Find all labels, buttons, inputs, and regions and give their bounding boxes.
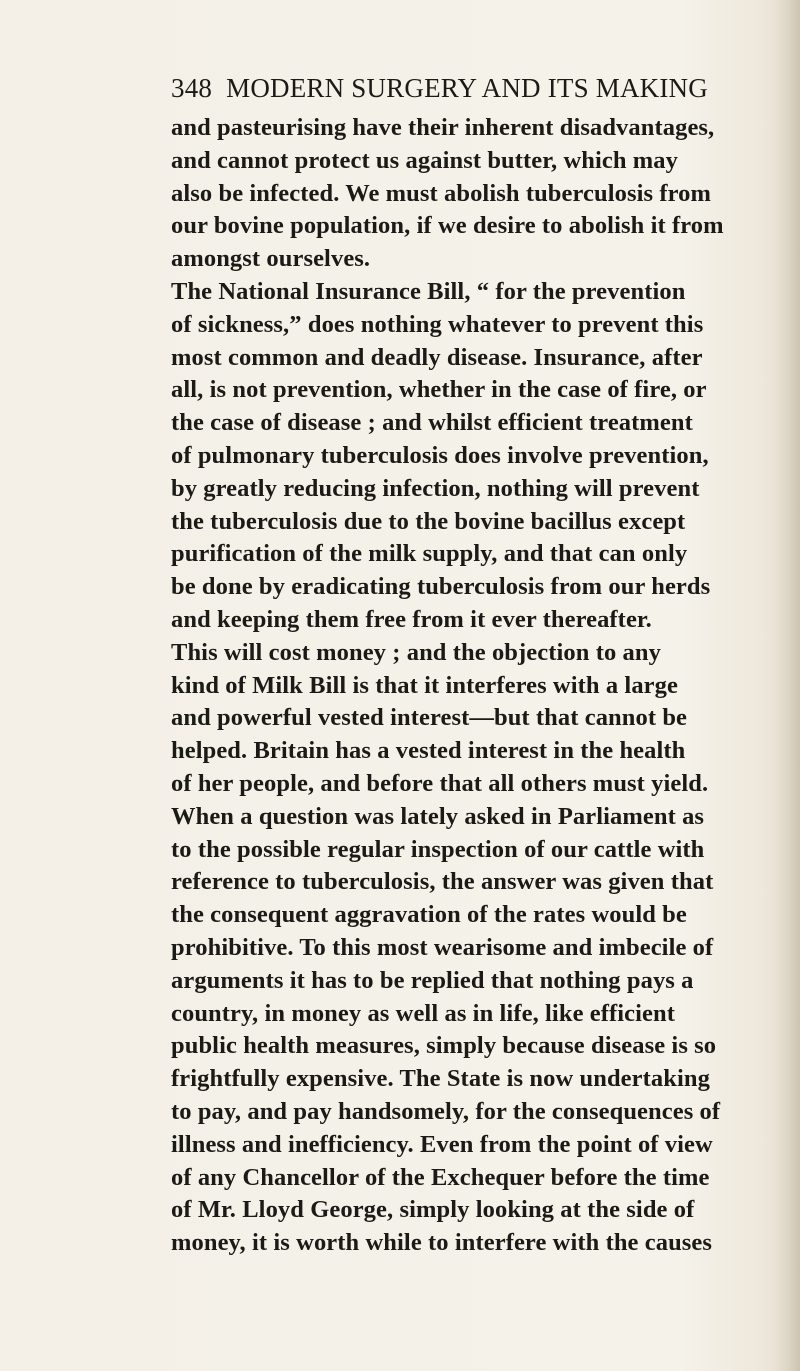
text-line: amongst ourselves. (171, 245, 371, 273)
text-line: the tuberculosis due to the bovine bacillus except (171, 507, 686, 535)
text-line: of sickness,” does nothing whatever to prevent this (171, 310, 704, 338)
text-line: of pulmonary tuberculosis does involve prevention, (171, 441, 709, 469)
running-head (171, 73, 731, 113)
text-line: of any Chancellor of the Exchequer before the time (171, 1163, 710, 1191)
page-number: 348 (171, 73, 213, 103)
text-line: country, in money as well as in life, like efficient (171, 999, 676, 1027)
text-line: by greatly reducing infection, nothing will prevent (171, 474, 700, 502)
text-line: public health measures, simply because disease is so (171, 1032, 717, 1060)
text-line: purification of the milk supply, and that can only (171, 540, 688, 568)
text-line: and keeping them free from it ever thereafter. (171, 605, 652, 633)
text-line: of her people, and before that all others must yield. (171, 769, 709, 797)
text-line: also be infected. We must abolish tuberculosis from (171, 179, 712, 207)
text-line: helped. Britain has a vested interest in the health (171, 737, 686, 765)
text-line: arguments it has to be replied that nothing pays a (171, 966, 694, 994)
text-line: and pasteurising have their inherent disadvantages, (171, 114, 715, 141)
text-line: This will cost money ; and the objection to any (171, 638, 661, 666)
text-line: be done by eradicating tuberculosis from our herds (171, 573, 711, 601)
text-line: money, it is worth while to interfere with the causes (171, 1229, 713, 1257)
text-line: and cannot protect us against butter, which may (171, 146, 678, 174)
text-line: our bovine population, if we desire to abolish it from (171, 212, 724, 240)
text-line: the consequent aggravation of the rates would be (171, 901, 687, 929)
text-line: of Mr. Lloyd George, simply looking at the side of (171, 1196, 695, 1224)
body-text (171, 112, 791, 1260)
text-line: reference to tuberculosis, the answer was given that (171, 868, 714, 896)
text-line: illness and inefficiency. Even from the point of view (171, 1130, 713, 1158)
text-line: prohibitive. To this most wearisome and imbecile of (171, 933, 714, 961)
text-line: frightfully expensive. The State is now undertaking (171, 1065, 710, 1093)
text-line: The National Insurance Bill, “ for the prevention (171, 277, 686, 305)
text-line: and powerful vested interest—but that cannot be (171, 704, 688, 732)
text-line: kind of Milk Bill is that it interferes with a large (171, 671, 678, 699)
text-line: the case of disease ; and whilst efficient treatment (171, 409, 693, 437)
text-line: most common and deadly disease. Insurance, after (171, 343, 703, 371)
text-line: When a question was lately asked in Parliament as (171, 802, 705, 830)
text-line: to the possible regular inspection of our cattle with (171, 835, 705, 863)
running-title: MODERN SURGERY AND ITS MAKING (226, 73, 708, 103)
text-line: all, is not prevention, whether in the case of fire, or (171, 376, 707, 404)
text-line: to pay, and pay handsomely, for the consequences of (171, 1097, 721, 1125)
